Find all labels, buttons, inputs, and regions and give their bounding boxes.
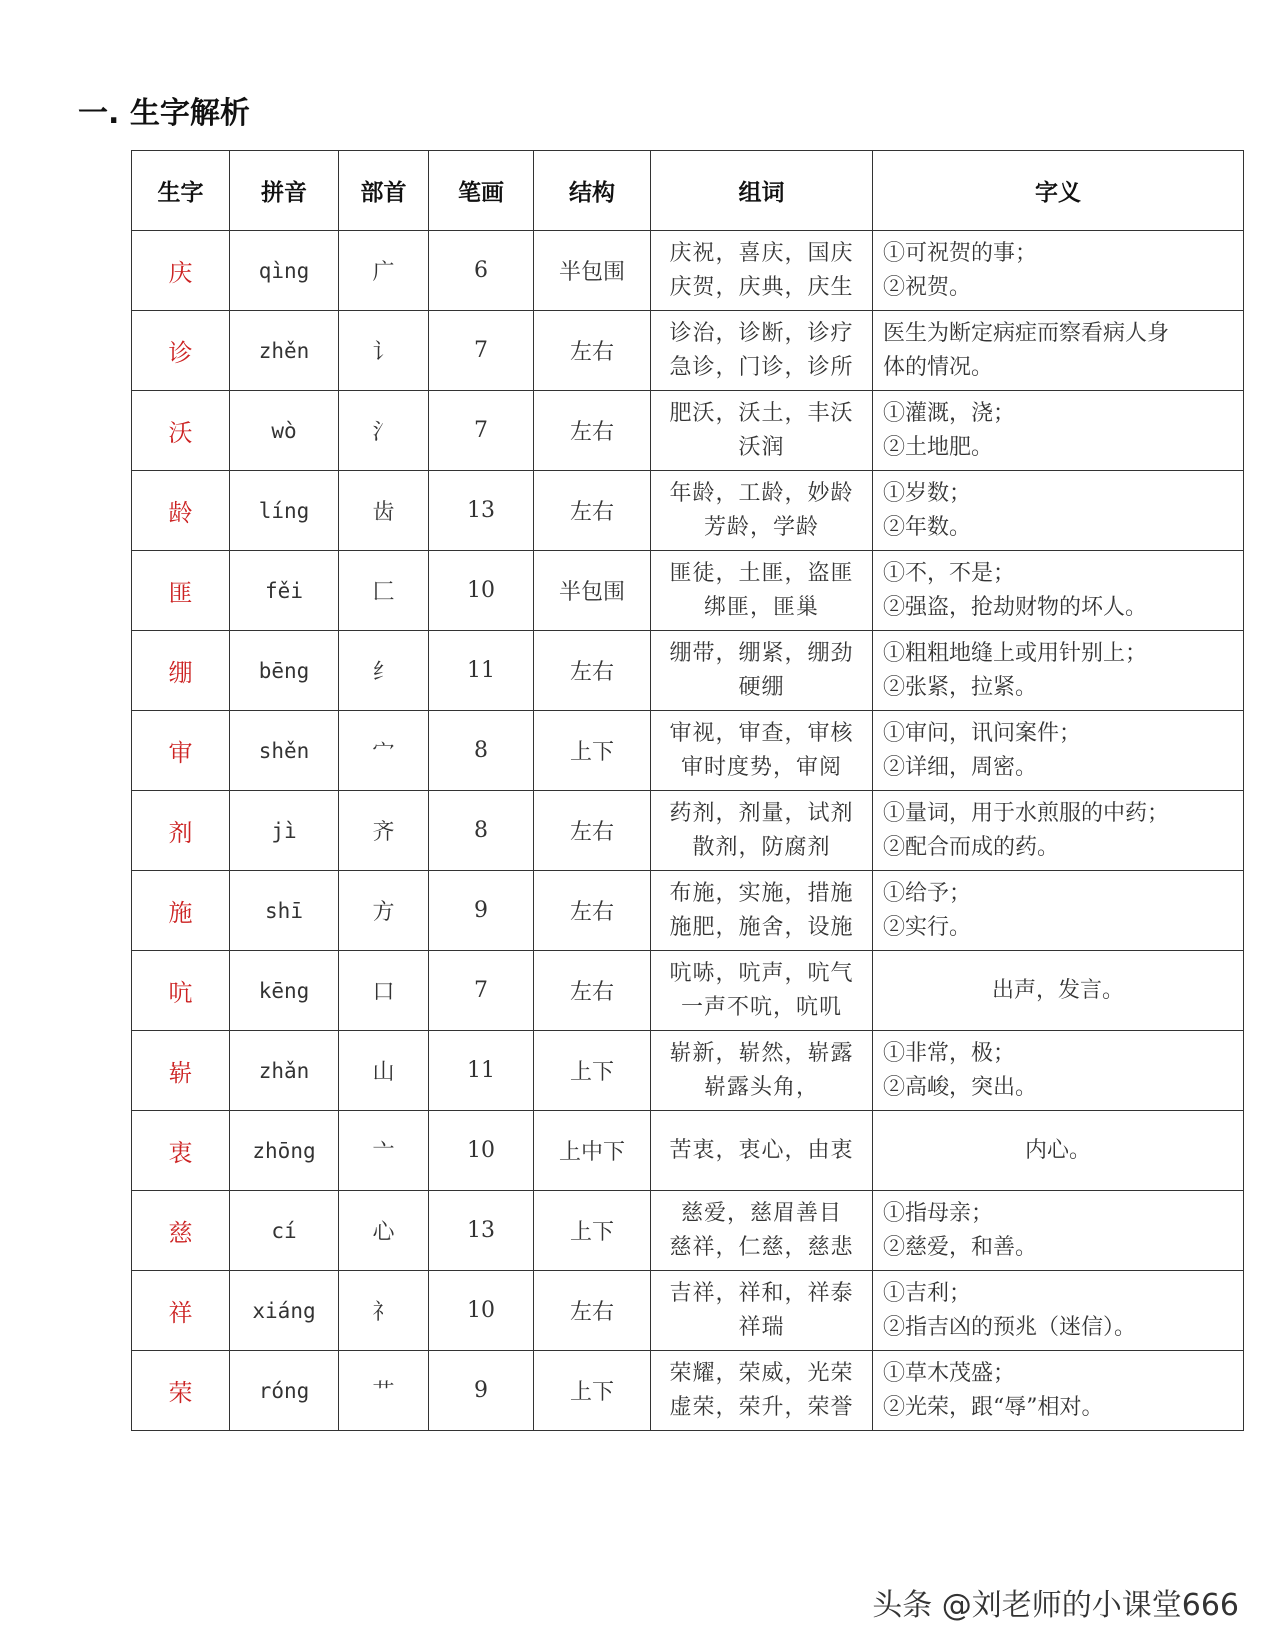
pinyin-cell: líng xyxy=(230,471,339,551)
table-row xyxy=(132,551,1244,631)
meaning-cell xyxy=(873,711,1244,791)
strokes-cell: 10 xyxy=(429,551,534,631)
words-cell xyxy=(651,711,873,791)
meaning-cell xyxy=(873,1111,1244,1191)
words-cell xyxy=(651,631,873,711)
words-line: 诊治，诊断，诊疗 xyxy=(669,320,854,346)
strokes-cell: 7 xyxy=(429,951,534,1031)
pinyin-cell: xiáng xyxy=(230,1271,339,1351)
meaning-line: ①审问，讯问案件； xyxy=(883,720,1082,746)
meaning-cell xyxy=(873,551,1244,631)
pinyin-cell: zhěn xyxy=(230,311,339,391)
table-row xyxy=(132,791,1244,871)
header-meaning: 字义 xyxy=(873,151,1244,231)
table-row xyxy=(132,871,1244,951)
words-line: 庆祝，喜庆，国庆 xyxy=(669,240,854,266)
radical-cell: 纟 xyxy=(339,631,429,711)
strokes-cell: 11 xyxy=(429,1031,534,1111)
words-line: 审视，审查，审核 xyxy=(669,720,854,746)
strokes-cell: 6 xyxy=(429,231,534,311)
structure-cell: 上下 xyxy=(534,1351,651,1431)
char-cell: 诊 xyxy=(132,311,230,391)
words-line: 吉祥，祥和，祥泰 xyxy=(669,1280,854,1306)
header-strokes: 笔画 xyxy=(429,151,534,231)
header-structure: 结构 xyxy=(534,151,651,231)
words-cell xyxy=(651,551,873,631)
meaning-line: ②光荣，跟“辱”相对。 xyxy=(883,1394,1104,1420)
pinyin-cell: zhǎn xyxy=(230,1031,339,1111)
radical-cell: 方 xyxy=(339,871,429,951)
meaning-line: ②配合而成的药。 xyxy=(883,834,1060,860)
table-row xyxy=(132,1271,1244,1351)
meaning-cell xyxy=(873,951,1244,1031)
table-row xyxy=(132,631,1244,711)
radical-cell: 宀 xyxy=(339,711,429,791)
words-cell xyxy=(651,311,873,391)
strokes-cell: 13 xyxy=(429,471,534,551)
words-cell xyxy=(651,391,873,471)
words-line: 审时度势，审阅 xyxy=(680,754,842,780)
meaning-line: ②土地肥。 xyxy=(883,434,994,460)
char-cell: 施 xyxy=(132,871,230,951)
words-line: 沃润 xyxy=(738,434,785,460)
meaning-line: ①给予； xyxy=(883,880,972,906)
words-line: 苦衷，衷心，由衷 xyxy=(669,1137,854,1163)
words-line: 绑匪，匪巢 xyxy=(703,594,819,620)
meaning-cell xyxy=(873,1031,1244,1111)
words-line: 年龄，工龄，妙龄 xyxy=(669,480,854,506)
words-cell xyxy=(651,1271,873,1351)
table-row xyxy=(132,311,1244,391)
radical-cell: 匚 xyxy=(339,551,429,631)
meaning-cell xyxy=(873,871,1244,951)
words-line: 庆贺，庆典，庆生 xyxy=(669,274,854,300)
radical-cell: 口 xyxy=(339,951,429,1031)
table-row xyxy=(132,391,1244,471)
char-cell: 剂 xyxy=(132,791,230,871)
words-cell xyxy=(651,1191,873,1271)
radical-cell: 心 xyxy=(339,1191,429,1271)
meaning-line: ②指吉凶的预兆（迷信）。 xyxy=(883,1314,1137,1340)
meaning-cell xyxy=(873,311,1244,391)
strokes-cell: 7 xyxy=(429,391,534,471)
structure-cell: 左右 xyxy=(534,391,651,471)
words-line: 虚荣，荣升，荣誉 xyxy=(669,1394,854,1420)
char-cell: 崭 xyxy=(132,1031,230,1111)
strokes-cell: 9 xyxy=(429,1351,534,1431)
char-cell: 荣 xyxy=(132,1351,230,1431)
radical-cell: 山 xyxy=(339,1031,429,1111)
table-row xyxy=(132,1191,1244,1271)
strokes-cell: 8 xyxy=(429,791,534,871)
structure-cell: 上下 xyxy=(534,1031,651,1111)
char-cell: 龄 xyxy=(132,471,230,551)
strokes-cell: 9 xyxy=(429,871,534,951)
structure-cell: 左右 xyxy=(534,1271,651,1351)
meaning-line: ②年数。 xyxy=(883,514,972,540)
words-line: 匪徒，土匪，盗匪 xyxy=(669,560,854,586)
pinyin-cell: cí xyxy=(230,1191,339,1271)
strokes-cell: 10 xyxy=(429,1271,534,1351)
meaning-cell xyxy=(873,1191,1244,1271)
watermark: 头条 @刘老师的小课堂666 xyxy=(872,1588,1239,1623)
table-row xyxy=(132,951,1244,1031)
words-line: 慈祥，仁慈，慈悲 xyxy=(669,1234,854,1260)
char-cell: 祥 xyxy=(132,1271,230,1351)
page-title: 一. 生字解析 xyxy=(78,96,250,131)
pinyin-cell: jì xyxy=(230,791,339,871)
words-line: 肥沃，沃土，丰沃 xyxy=(669,400,854,426)
pinyin-cell: shī xyxy=(230,871,339,951)
meaning-line: ②强盗，抢劫财物的坏人。 xyxy=(883,594,1148,620)
structure-cell: 半包围 xyxy=(534,551,651,631)
words-line: 吭哧，吭声，吭气 xyxy=(669,960,854,986)
radical-cell: 齐 xyxy=(339,791,429,871)
meaning-line: ①岁数； xyxy=(883,480,972,506)
table-header-row xyxy=(132,151,1244,231)
words-line: 一声不吭，吭叽 xyxy=(680,994,842,1020)
meaning-line: ①非常，极； xyxy=(883,1040,1016,1066)
meaning-cell xyxy=(873,631,1244,711)
words-line: 药剂，剂量，试剂 xyxy=(669,800,854,826)
strokes-cell: 13 xyxy=(429,1191,534,1271)
structure-cell: 左右 xyxy=(534,791,651,871)
words-line: 施肥，施舍，设施 xyxy=(669,914,854,940)
words-cell xyxy=(651,871,873,951)
char-cell: 沃 xyxy=(132,391,230,471)
char-cell: 吭 xyxy=(132,951,230,1031)
meaning-line: 体的情况。 xyxy=(883,354,994,380)
pinyin-cell: qìng xyxy=(230,231,339,311)
strokes-cell: 8 xyxy=(429,711,534,791)
radical-cell: 广 xyxy=(339,231,429,311)
character-table xyxy=(131,150,1244,1431)
radical-cell: 氵 xyxy=(339,391,429,471)
words-line: 崭新，崭然，崭露 xyxy=(669,1040,854,1066)
structure-cell: 左右 xyxy=(534,871,651,951)
strokes-cell: 7 xyxy=(429,311,534,391)
meaning-cell xyxy=(873,1271,1244,1351)
pinyin-cell: fěi xyxy=(230,551,339,631)
pinyin-cell: róng xyxy=(230,1351,339,1431)
header-words: 组词 xyxy=(651,151,873,231)
radical-cell: 亠 xyxy=(339,1111,429,1191)
words-line: 崭露头角， xyxy=(703,1074,819,1100)
meaning-cell xyxy=(873,791,1244,871)
char-cell: 慈 xyxy=(132,1191,230,1271)
meaning-line: ①不，不是； xyxy=(883,560,1016,586)
header-char: 生字 xyxy=(132,151,230,231)
meaning-line: ②祝贺。 xyxy=(883,274,972,300)
radical-cell: 讠 xyxy=(339,311,429,391)
pinyin-cell: kēng xyxy=(230,951,339,1031)
meaning-line: ①指母亲； xyxy=(883,1200,994,1226)
table-row xyxy=(132,1351,1244,1431)
structure-cell: 左右 xyxy=(534,631,651,711)
meaning-line: ②详细，周密。 xyxy=(883,754,1038,780)
words-line: 急诊，门诊，诊所 xyxy=(669,354,854,380)
char-cell: 绷 xyxy=(132,631,230,711)
structure-cell: 上中下 xyxy=(534,1111,651,1191)
words-cell xyxy=(651,231,873,311)
words-line: 散剂，防腐剂 xyxy=(692,834,831,860)
words-cell xyxy=(651,1351,873,1431)
radical-cell: 艹 xyxy=(339,1351,429,1431)
table-row xyxy=(132,1111,1244,1191)
meaning-cell xyxy=(873,471,1244,551)
meaning-line: ①灌溉，浇； xyxy=(883,400,1016,426)
meaning-line: 出声，发言。 xyxy=(991,977,1124,1003)
meaning-line: ①吉利； xyxy=(883,1280,972,1306)
meaning-cell xyxy=(873,231,1244,311)
words-cell xyxy=(651,791,873,871)
table-row xyxy=(132,1031,1244,1111)
structure-cell: 上下 xyxy=(534,711,651,791)
meaning-cell xyxy=(873,1351,1244,1431)
words-cell xyxy=(651,1111,873,1191)
meaning-line: ②实行。 xyxy=(883,914,972,940)
meaning-line: 内心。 xyxy=(1024,1137,1091,1163)
words-line: 硬绷 xyxy=(738,674,785,700)
words-line: 绷带，绷紧，绷劲 xyxy=(669,640,854,666)
structure-cell: 上下 xyxy=(534,1191,651,1271)
radical-cell: 礻 xyxy=(339,1271,429,1351)
table-row xyxy=(132,231,1244,311)
pinyin-cell: zhōng xyxy=(230,1111,339,1191)
meaning-cell xyxy=(873,391,1244,471)
structure-cell: 左右 xyxy=(534,471,651,551)
radical-cell: 齿 xyxy=(339,471,429,551)
table-row xyxy=(132,711,1244,791)
words-line: 布施，实施，措施 xyxy=(669,880,854,906)
meaning-line: ①草木茂盛； xyxy=(883,1360,1016,1386)
meaning-line: ②慈爱，和善。 xyxy=(883,1234,1038,1260)
words-cell xyxy=(651,1031,873,1111)
char-cell: 衷 xyxy=(132,1111,230,1191)
header-pinyin: 拼音 xyxy=(230,151,339,231)
words-line: 荣耀，荣威，光荣 xyxy=(669,1360,854,1386)
words-line: 慈爱，慈眉善目 xyxy=(680,1200,842,1226)
meaning-line: ①粗粗地缝上或用针别上； xyxy=(883,640,1148,666)
table-row xyxy=(132,471,1244,551)
meaning-line: ②高峻，突出。 xyxy=(883,1074,1038,1100)
char-cell: 匪 xyxy=(132,551,230,631)
structure-cell: 半包围 xyxy=(534,231,651,311)
strokes-cell: 11 xyxy=(429,631,534,711)
char-cell: 审 xyxy=(132,711,230,791)
char-cell: 庆 xyxy=(132,231,230,311)
meaning-line: ①量词，用于水煎服的中药； xyxy=(883,800,1170,826)
words-cell xyxy=(651,951,873,1031)
pinyin-cell: shěn xyxy=(230,711,339,791)
meaning-line: 医生为断定病症而察看病人身 xyxy=(883,320,1170,346)
meaning-line: ②张紧，拉紧。 xyxy=(883,674,1038,700)
table-body xyxy=(132,231,1244,1431)
meaning-line: ①可祝贺的事； xyxy=(883,240,1038,266)
pinyin-cell: bēng xyxy=(230,631,339,711)
strokes-cell: 10 xyxy=(429,1111,534,1191)
pinyin-cell: wò xyxy=(230,391,339,471)
structure-cell: 左右 xyxy=(534,951,651,1031)
words-cell xyxy=(651,471,873,551)
words-line: 祥瑞 xyxy=(738,1314,785,1340)
structure-cell: 左右 xyxy=(534,311,651,391)
header-radical: 部首 xyxy=(339,151,429,231)
words-line: 芳龄，学龄 xyxy=(703,514,819,540)
